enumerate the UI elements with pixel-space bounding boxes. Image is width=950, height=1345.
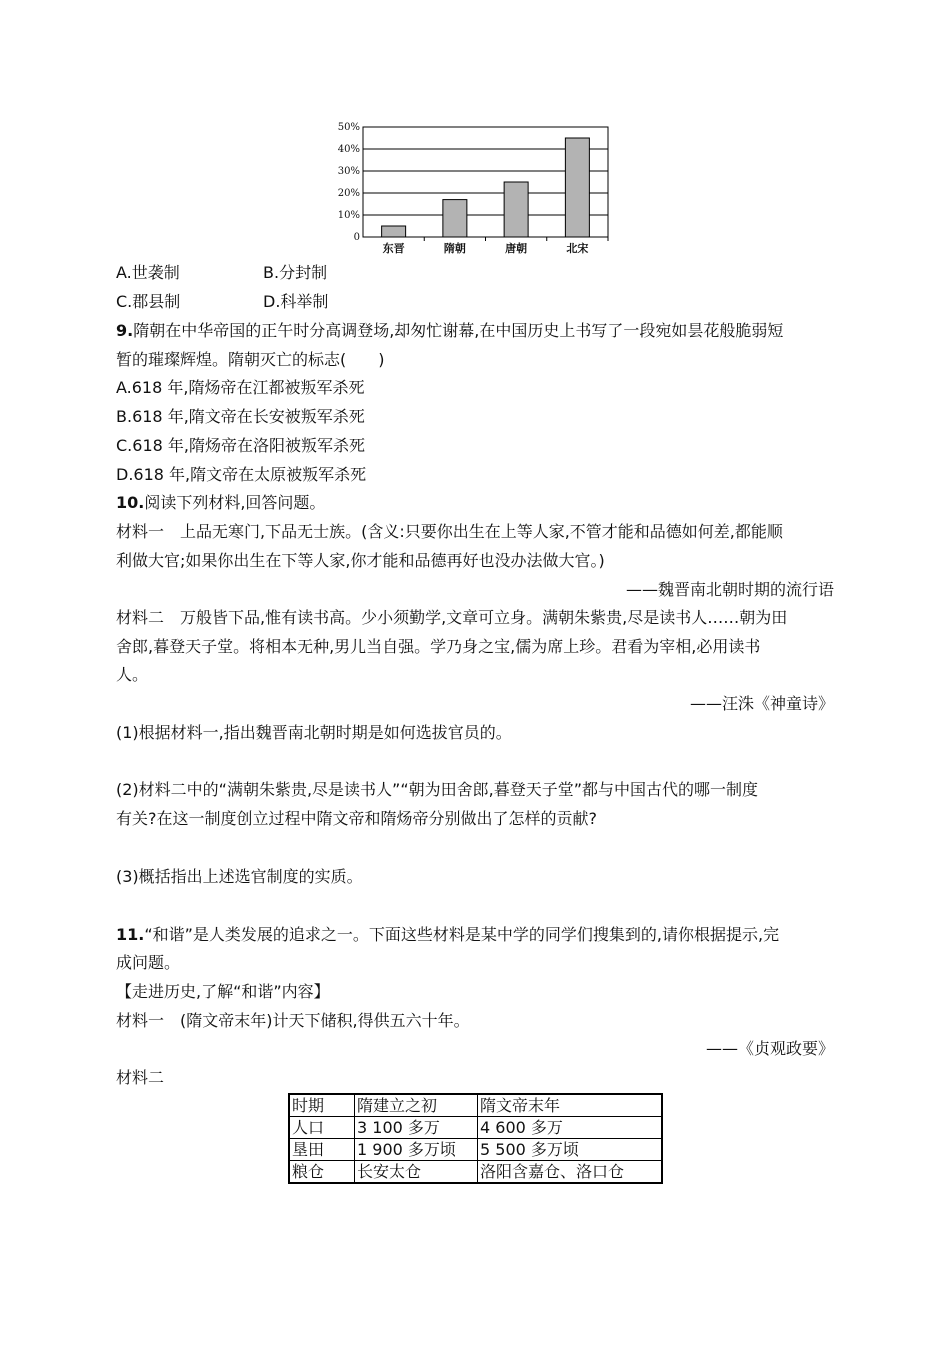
table-header-cell: 隋建立之初 (355, 1094, 478, 1117)
q11-material1-source: ——《贞观政要》 (705, 1039, 834, 1058)
q8-option-b: B.分封制 (263, 263, 328, 282)
q10-question2-line1: (2)材料二中的“满朝朱紫贵,尽是读书人”“朝为田舍郎,暮登天子堂”都与中国古代的哪一制度 (116, 780, 758, 799)
q10-question2-line2: 有关?在这一制度创立过程中隋文帝和隋炀帝分别做出了怎样的贡献? (116, 809, 597, 828)
bar-2 (504, 182, 528, 237)
q9-option-a: A.618 年,隋炀帝在江都被叛军杀死 (116, 378, 365, 397)
material2-table (288, 1093, 663, 1184)
q8-option-a: A.世袭制 (116, 263, 180, 282)
x-tick-label: 唐朝 (505, 242, 528, 255)
q10-material1-line1: 材料一 上品无寒门,下品无士族。(含义:只要你出生在上等人家,不管才能和品德如何差,都能顺 (116, 522, 783, 541)
table-cell: 3 100 多万 (355, 1117, 478, 1139)
table-cell: 人口 (289, 1117, 355, 1139)
table-row (289, 1117, 662, 1139)
y-tick-label: 50% (337, 122, 360, 133)
q10-intro: 10.阅读下列材料,回答问题。 (116, 493, 326, 512)
y-tick-labels (338, 122, 360, 243)
table-cell: 4 600 多万 (478, 1117, 663, 1139)
q11-number: 11. (116, 925, 145, 944)
bar-0 (382, 226, 406, 237)
q11-material2-label: 材料二 (116, 1068, 165, 1087)
q10-question1: (1)根据材料一,指出魏晋南北朝时期是如何选拔官员的。 (116, 723, 512, 742)
y-tick-label: 40% (337, 144, 360, 155)
q10-material1-source: ——魏晋南北朝时期的流行语 (625, 580, 834, 599)
table-cell: 粮仓 (289, 1161, 355, 1184)
q9-stem-line2: 暂的璀璨辉煌。隋朝灭亡的标志( ) (116, 350, 385, 369)
q10-material1-line2: 利做大官;如果你出生在下等人家,你才能和品德再好也没办法做大官。) (116, 551, 605, 570)
y-tick-label: 20% (337, 188, 360, 199)
table-header-cell: 隋文帝末年 (478, 1094, 663, 1117)
table-header-row (289, 1094, 662, 1117)
q11-section-heading: 【走进历史,了解“和谐”内容】 (116, 982, 330, 1001)
x-tick-label: 东晋 (382, 242, 405, 255)
table-cell: 垦田 (289, 1139, 355, 1161)
bars (382, 138, 590, 237)
q9-option-b: B.618 年,隋文帝在长安被叛军杀死 (116, 407, 365, 426)
table-header-cell: 时期 (289, 1094, 355, 1117)
table-cell: 长安太仓 (355, 1161, 478, 1184)
q8-option-c: C.郡县制 (116, 292, 181, 311)
bar-1 (443, 200, 467, 237)
table-row (289, 1161, 662, 1184)
q9-option-d: D.618 年,隋文帝在太原被叛军杀死 (116, 465, 367, 484)
table-cell: 5 500 多万顷 (478, 1139, 663, 1161)
y-tick-label: 0 (353, 232, 360, 243)
q11-material1: 材料一 (隋文帝末年)计天下储积,得供五六十年。 (116, 1011, 470, 1030)
q11-stem-line2: 成问题。 (116, 953, 181, 972)
q10-material2-line3: 人。 (116, 665, 149, 684)
x-tick-labels (383, 237, 608, 255)
q10-material2-line2: 舍郎,暮登天子堂。将相本无种,男儿当自强。学乃身之宝,儒为席上珍。君看为宰相,必用读书 (116, 637, 761, 656)
q8-option-d: D.科举制 (263, 292, 329, 311)
y-tick-label: 10% (337, 210, 360, 221)
q9-stem-line1: 9.隋朝在中华帝国的正午时分高调登场,却匆忙谢幕,在中国历史上书写了一段宛如昙花般脆弱短 (116, 321, 784, 340)
q9-option-c: C.618 年,隋炀帝在洛阳被叛军杀死 (116, 436, 365, 455)
y-tick-label: 30% (337, 166, 360, 177)
table-cell: 洛阳含嘉仓、洛口仓 (478, 1161, 663, 1184)
q10-number: 10. (116, 493, 145, 512)
q10-question3: (3)概括指出上述选官制度的实质。 (116, 867, 363, 886)
q10-material2-line1: 材料二 万般皆下品,惟有读书高。少小须勤学,文章可立身。满朝朱紫贵,尽是读书人……朝为田 (116, 608, 788, 627)
q10-material2-source: ——汪洙《神童诗》 (689, 694, 834, 713)
q9-number: 9. (116, 321, 134, 340)
bar-3 (565, 138, 589, 237)
x-tick-label: 北宋 (566, 242, 589, 255)
q11-stem-line1: 11.“和谐”是人类发展的追求之一。下面这些材料是某中学的同学们搜集到的,请你根据提示,完 (116, 925, 780, 944)
table-row (289, 1139, 662, 1161)
table-cell: 1 900 多万顷 (355, 1139, 478, 1161)
x-tick-label: 隋朝 (443, 242, 466, 255)
bar-chart (330, 117, 615, 257)
